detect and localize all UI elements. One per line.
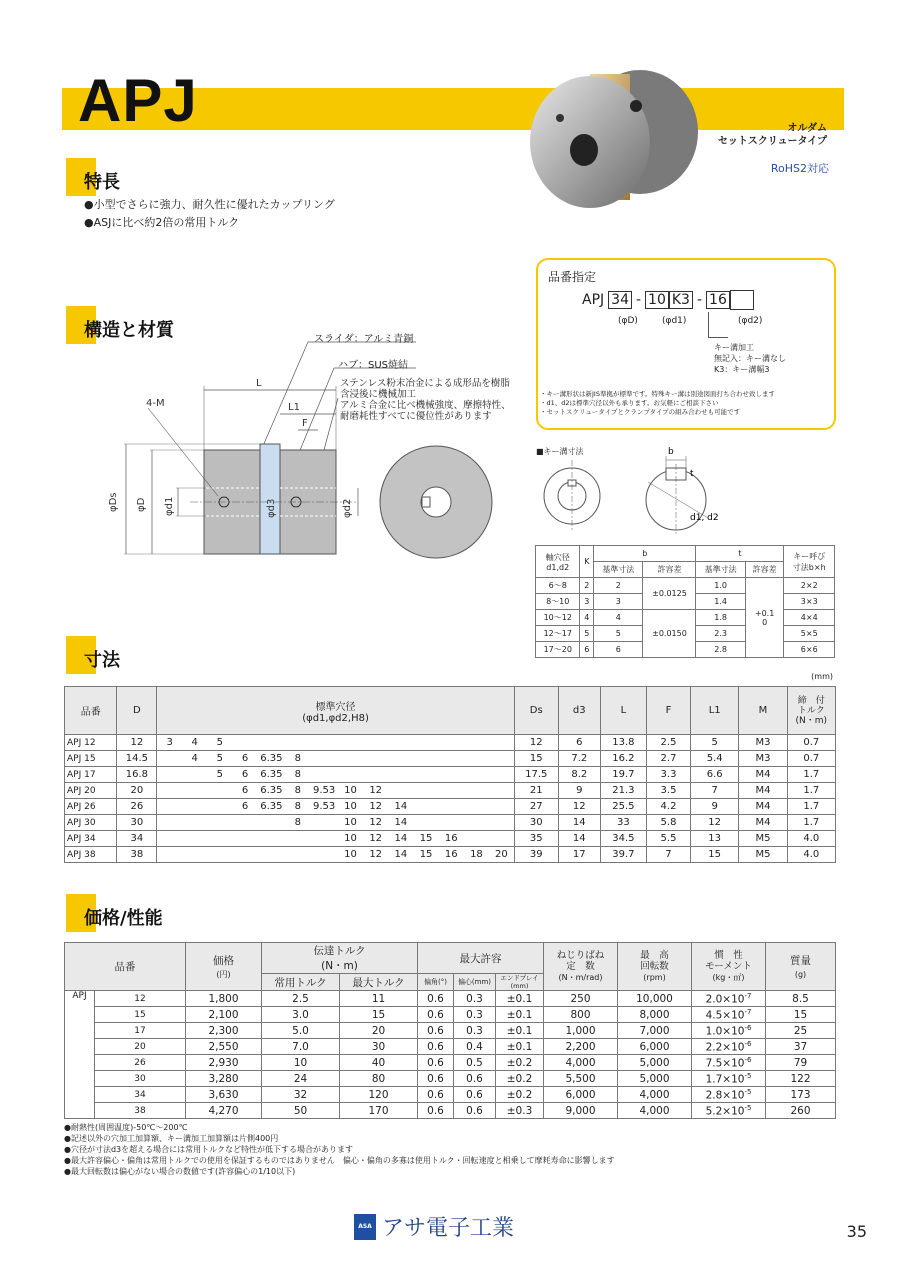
dim-F: F	[302, 418, 308, 429]
rohs-label: RoHS2対応	[770, 162, 829, 175]
dim-row: APJ 38 38 10 12 14 15 16 18 20 39 17 39.7 7 15 M5 4.0	[65, 847, 836, 863]
part-number-spec: 品番指定 APJ 34 - 10 K3 - 16 (φD) (φd1) (φd2) キー溝加工 無記入：キー溝なし K3：キー溝幅3 ・キー溝形状は新JIS準拠が標準です。特殊キー溝は別途図面打ち合わせ致します ・d1、d2は標準穴径以外も承ります。お気軽にご相談下さい ・セットスクリュータイプとクランプタイプの組み合わせも可能です	[536, 258, 836, 430]
dim-row: APJ 15 14.5 4 5 6 6.35 8 15 7.2 16.2 2.7 5.4 M3 0.7	[65, 751, 836, 767]
hub-material: ハブ：SUS焼結	[338, 360, 409, 371]
company-logo: ASA アサ電子工業	[354, 1211, 514, 1242]
hub-description: ステンレス粉末冶金による成形品を樹脂 含浸後に機械加工 アルミ合金に比べ機械強度、摩擦特性、 耐磨耗性すべてに優位性があります	[340, 378, 511, 422]
dim-row: APJ 26 26 6 6.35 8 9.53 10 12 14 27 12 25.5 4.2 9 M4 1.7	[65, 799, 836, 815]
keyway-b: b	[668, 447, 674, 457]
dim-row: APJ 34 34 10 12 14 15 16 35 14 34.5 5.5 13 M5 4.0	[65, 831, 836, 847]
keyway-d12: d1, d2	[690, 513, 719, 523]
product-image	[520, 62, 710, 222]
dim-row: APJ 20 20 6 6.35 8 9.53 10 12 21 9 21.3 3.5 7 M4 1.7	[65, 783, 836, 799]
section-features: 特長	[66, 166, 102, 196]
dim-L1: L1	[288, 402, 300, 413]
price-row: 38 4,270 50 170 0.6 0.6 ±0.3 9,000 4,000 $5.2\times 10^{-5}$ 260	[65, 1103, 836, 1119]
price-row: 34 3,630 32 120 0.6 0.6 ±0.2 6,000 4,000 $2.8\times 10^{-5}$ 173	[65, 1087, 836, 1103]
slider-material: スライダ：アルミ青銅	[314, 334, 414, 345]
price-row: 20 2,550 7.0 30 0.6 0.4 ±0.1 2,200 6,000 $2.2\times 10^{-6}$ 37	[65, 1039, 836, 1055]
dim-row: APJ 12 12 3 4 5 12 6 13.8 2.5 5 M3 0.7	[65, 735, 836, 751]
page-title: APJ	[78, 67, 198, 134]
dim-unit: (mm)	[811, 672, 833, 681]
logo-mark: ASA	[354, 1214, 376, 1240]
keyway-table: 軸穴径 d1,d2 K b t キー呼び 寸法b×h 基準寸法 許容差 基準寸法 許容差 6～8 2 2 ±0.0125 1.0 +0.1 0 2×2 8～10 3 3 1.4 3×3 10～12 4 4 ±0.0150 1.8 4×4 12～17 5 5 2.3 5×5 17～20 6 6 2.8 6×6	[535, 545, 835, 658]
dim-D: φD	[136, 497, 147, 512]
price-table: 品番 価格 (円) 伝達トルク (N・m) 最大許容 ねじりばね 定 数 (N・m/rad) 最 高 回転数 (rpm) 慣 性 モーメント (kg・㎡) 質量 (g) 常用トルク 最大トルク 偏角(°) 偏心(mm) エンドプレイ (mm) APJ 12 1,800 2.5 11 0.6 0.3 ±0.1 250 10,000 $2.0\times 10^{-7}$ 8.5 15 2,100 3.0 15 0.6 0.3 ±0.1 800 8,000 $4.5\times 10^{-7}$ 15 17 2,300 5.0 20 0.6 0.3 ±0.1 1,000 7,000 $1.0\times 10^{-6}$ 25 20 2,550 7.0 30 0.6 0.4 ±0.1 2,200 6,000 $2.2\times 10^{-6}$ 37 26 2,930 10 40 0.6 0.5 ±0.2 4,000 5,000 $7.5\times 10^{-6}$ 79 30 3,280 24 80 0.6 0.6 ±0.2 5,500 5,000 $1.7\times 10^{-5}$ 122 34 3,630 32 120 0.6 0.6 ±0.2 6,000 4,000 $2.8\times 10^{-5}$ 173 38 4,270 50 170 0.6 0.6 ±0.3 9,000 4,000 $5.2\times 10^{-5}$ 260	[64, 942, 836, 1119]
dim-M: 4-M	[146, 398, 165, 409]
dim-L: L	[256, 378, 262, 389]
section-dimensions: 寸法	[66, 644, 102, 674]
keyway-title: ■キー溝寸法	[536, 447, 584, 456]
keyway-t: t	[690, 469, 694, 479]
subtype-label: オルダム セットスクリュータイプ	[717, 123, 827, 147]
structure-diagram	[106, 322, 526, 562]
page-number: 35	[846, 1222, 867, 1241]
price-row: APJ 12 1,800 2.5 11 0.6 0.3 ±0.1 250 10,000 $2.0\times 10^{-7}$ 8.5	[65, 991, 836, 1007]
dim-row: APJ 17 16.8 5 6 6.35 8 17.5 8.2 19.7 3.3 6.6 M4 1.7	[65, 767, 836, 783]
dim-Ds: φDs	[108, 492, 119, 512]
feature-list: ●小型でさらに強力、耐久性に優れたカップリング ●ASJに比べ約2倍の常用トルク	[84, 198, 335, 229]
price-row: 17 2,300 5.0 20 0.6 0.3 ±0.1 1,000 7,000 $1.0\times 10^{-6}$ 25	[65, 1023, 836, 1039]
keyway-diagram	[536, 440, 766, 540]
notes: ●耐熱性(周囲温度)-50℃～200℃ ●記述以外の穴加工加算額、キー溝加工加算額は片側400円 ●穴径が寸法d3を超える場合には常用トルクなど特性が低下する場合があります ●最大許容偏心・偏角は常用トルクでの使用を保証するものではありません 偏心・偏角の多寡は使用トルク・回転速度と相乗して摩耗寿命に影響します ●最大回転数は偏心がない場合の数値です(許容偏心の1/10以下)	[64, 1123, 615, 1176]
dim-d1: φd1	[164, 496, 175, 516]
price-row: 30 3,280 24 80 0.6 0.6 ±0.2 5,500 5,000 $1.7\times 10^{-5}$ 122	[65, 1071, 836, 1087]
section-price: 価格/性能	[66, 902, 145, 932]
price-row: 15 2,100 3.0 15 0.6 0.3 ±0.1 800 8,000 $4.5\times 10^{-7}$ 15	[65, 1007, 836, 1023]
dim-d3: φd3	[266, 498, 277, 518]
section-structure: 構造と材質	[66, 314, 156, 344]
dim-d2: φd2	[342, 498, 353, 518]
dimensions-table: 品番 D 標準穴径 (φd1,φd2,H8) Ds d3 L F L1 M 締 付 トルク (N・m) APJ 12 12 3 4 5 12 6 13.8 2.5 5 M3 0.7 APJ 15 14.5 4 5 6 6.35 8 15 7.2 16.2 2.7 5.4 M3 0.7 APJ 17 16.8 5 6 6.35 8 17.5 8.2 19.7 3.3 6.6 M4 1.7 APJ 20 20 6 6.35 8 9.53 10 12 21 9 21.3 3.5 7 M4 1.7 APJ 26 26 6 6.35 8 9.53 10 12 14 27 12 25.5 4.2 9 M4 1.7 APJ 30 30 8 10 12 14 30 14 33 5.8 12 M4 1.7 APJ 34 34 10 12 14 15 16 35 14 34.5 5.5 13 M5 4.0 APJ 38 38 10 12 14 15 16 18 20 39 17 39.7 7 15 M5 4.0	[64, 686, 836, 863]
price-row: 26 2,930 10 40 0.6 0.5 ±0.2 4,000 5,000 $7.5\times 10^{-6}$ 79	[65, 1055, 836, 1071]
dim-row: APJ 30 30 8 10 12 14 30 14 33 5.8 12 M4 1.7	[65, 815, 836, 831]
